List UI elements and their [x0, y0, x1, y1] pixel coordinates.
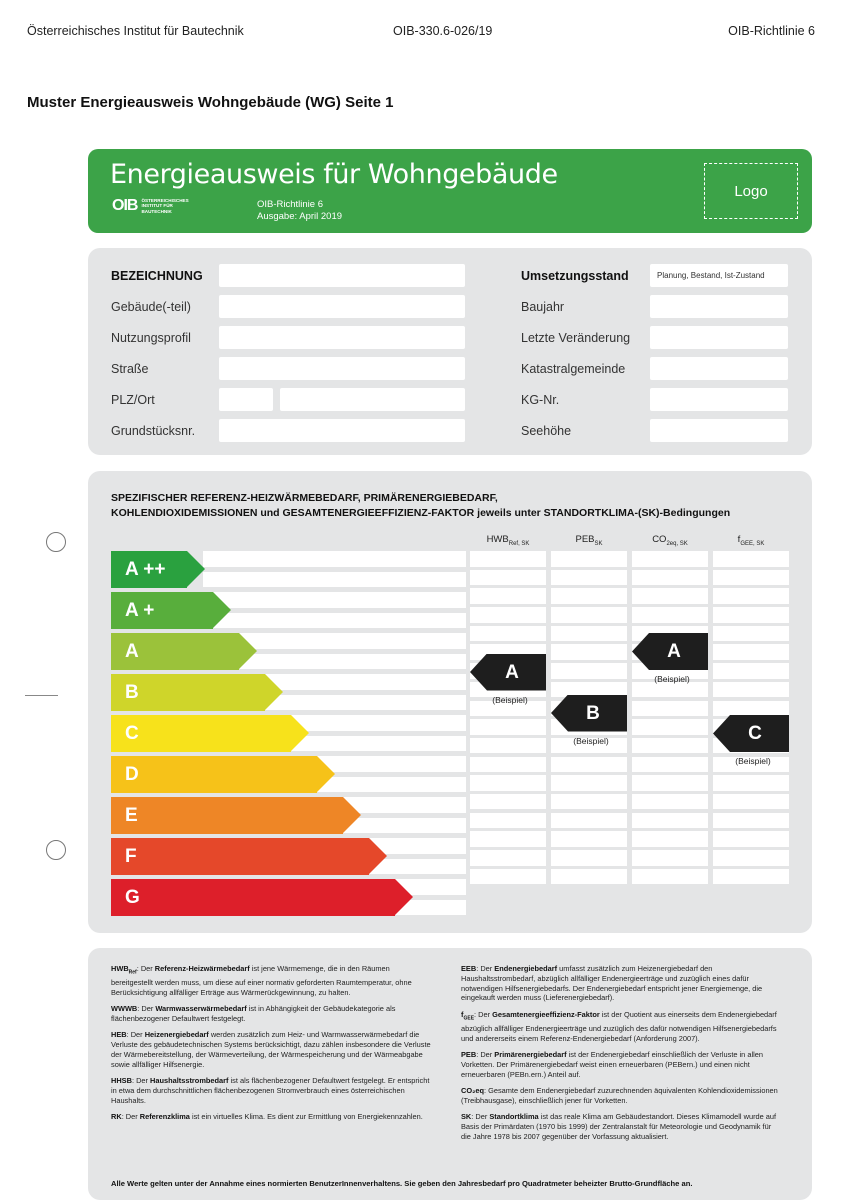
label-plz-ort: PLZ/Ort	[111, 393, 155, 407]
definition-prefix: Der	[141, 1004, 156, 1014]
value-cell	[470, 775, 546, 791]
value-cell	[713, 570, 789, 586]
value-cell	[713, 607, 789, 623]
definition-text: Gesamte dem Endenergiebedarf zuzurechnenden äquivalenten Kohlendioxidemissionen (Treibhausgase), einschließlich jener für Vorketten.	[461, 1085, 778, 1105]
example-letter: A	[505, 661, 519, 683]
label-seehoehe: Seehöhe	[521, 424, 572, 438]
value-cell	[470, 869, 546, 885]
nutzungsprofil-field[interactable]	[219, 326, 465, 349]
example-caption: (Beispiel)	[735, 756, 771, 766]
value-cell	[551, 869, 627, 885]
value-cell	[470, 719, 546, 735]
label-umsetzungsstand: Umsetzungsstand	[521, 269, 629, 283]
footer-note: Alle Werte gelten unter der Annahme eines normierten BenutzerInnenverhaltens. Sie geben den Jahresbedarf pro Quadratmeter beheizter Brutto-Grundfläche an.	[111, 1179, 693, 1188]
label-bezeichnung: BEZEICHNUNG	[111, 269, 203, 283]
strasse-field[interactable]	[219, 357, 465, 380]
building-data-panel	[88, 248, 812, 455]
header-doc-number: OIB-330.6-026/19	[393, 24, 493, 38]
definition-colon: :	[136, 964, 141, 973]
definition-abbr: PEB	[461, 1050, 477, 1060]
definition-abbr: f	[461, 1009, 464, 1019]
definition-left-0	[111, 964, 433, 998]
example-letter: C	[748, 723, 762, 744]
definition-abbr-sub: GEE	[463, 1015, 475, 1022]
value-cell	[551, 794, 627, 810]
example-letter: A	[667, 641, 681, 662]
value-cell	[632, 757, 708, 773]
value-cell	[470, 738, 546, 754]
definition-abbr: EEB	[461, 964, 477, 973]
value-cell	[632, 738, 708, 754]
scale-strip	[203, 592, 466, 608]
definition-text: ist jene Wärmemenge, die in den Räumen bereitgestellt werden muss, um diese auf einer normativ geforderten Raumtemperatur, ohne Berücksichtigung allfälliger Erträge aus Wärmerückgewinnung, zu halten.	[111, 964, 412, 998]
value-cell	[551, 813, 627, 829]
banner-title: Energieausweis für Wohngebäude	[110, 159, 558, 190]
definition-abbr: CO₂eq	[461, 1085, 484, 1095]
value-cell	[470, 813, 546, 829]
banner-guideline: OIB-Richtlinie 6	[257, 199, 323, 210]
class-arrow-0	[111, 551, 187, 588]
banner-edition: Ausgabe: April 2019	[257, 211, 343, 222]
definition-term: Referenzklima	[139, 1112, 190, 1122]
definition-text: werden zusätzlich zum Heiz- und Warmwasserwärmebedarf die Verluste des gebäudetechnischen Systems berücksichtigt, dazu zählen insbesondere die Verluste der Wärmebereitstellung, der Wärmeverteilung, der Wärmespeicherung und der Wärmeabgabe sowie allfälliger Hilfsenergie.	[111, 1030, 431, 1069]
fold-mark	[25, 695, 58, 696]
definition-right-3	[461, 1086, 783, 1106]
definition-prefix: Der	[130, 1030, 145, 1040]
logo-placeholder: Logo	[704, 163, 798, 219]
definition-right-2	[461, 1050, 783, 1079]
label-kg-nr: KG-Nr.	[521, 393, 560, 407]
value-cell	[470, 607, 546, 623]
value-cell	[713, 794, 789, 810]
definition-term: Gesamtenergieeffizienz-Faktor	[492, 1009, 600, 1019]
value-cell	[632, 607, 708, 623]
definition-term: Heizenergiebedarf	[144, 1030, 209, 1040]
value-cell	[470, 626, 546, 642]
value-cell	[470, 570, 546, 586]
value-cell	[551, 757, 627, 773]
value-cell	[551, 775, 627, 791]
definition-text: ist das reale Klima am Gebäudestandort. Dieses Klimamodell wurde auf Basis der Primärdaten (1970 bis 1999) der Zentralanstalt für Meteorologie und Geodynamik für die Jahre 1978 bis 2007 gegenüber der Vorfassung aktualisiert.	[461, 1112, 777, 1141]
definition-colon: :	[471, 1112, 476, 1122]
class-arrow-7	[111, 838, 369, 875]
definition-left-4	[111, 1112, 433, 1122]
value-cell	[632, 682, 708, 698]
value-cell	[632, 551, 708, 567]
scale-strip	[203, 613, 466, 629]
definition-prefix: Der	[136, 1076, 151, 1086]
label-letzte-veraenderung: Letzte Veränderung	[521, 331, 631, 345]
example-caption: (Beispiel)	[492, 694, 528, 705]
col-header-hwb: $HWB_{Ref, SK}$	[486, 534, 530, 547]
seehoehe-field[interactable]	[650, 419, 788, 442]
value-cell	[551, 588, 627, 604]
definition-colon: :	[126, 1030, 131, 1040]
value-cell	[470, 850, 546, 866]
class-arrow-6	[111, 797, 343, 834]
plz-field[interactable]	[219, 388, 273, 411]
class-label-0: A ++	[125, 558, 166, 580]
definition-term: Endenergiebedarf	[494, 964, 558, 973]
definition-abbr: RK	[111, 1112, 122, 1122]
col-header-peb: $PEB_{SK}$	[575, 534, 603, 547]
class-arrow-1	[111, 592, 213, 629]
value-cell	[551, 644, 627, 660]
efficiency-heading-line2: KOHLENDIOXIDEMISSIONEN und GESAMTENERGIEEFFIZIENZ-FAKTOR jeweils unter STANDORTKLIMA-(SK)-Bedingungen	[111, 507, 731, 519]
value-cell	[713, 701, 789, 717]
value-cell	[713, 626, 789, 642]
value-cell	[632, 850, 708, 866]
value-cell	[551, 570, 627, 586]
value-column-2	[632, 551, 708, 887]
definition-colon: :	[474, 1009, 479, 1019]
bezeichnung-field[interactable]	[219, 264, 465, 287]
class-label-1: A +	[125, 599, 155, 621]
definition-prefix: Der	[125, 1112, 140, 1122]
definition-left-2	[111, 1030, 433, 1069]
umsetzungsstand-field[interactable]: Planung, Bestand, Ist-Zustand	[650, 264, 788, 287]
katastralgemeinde-field[interactable]	[650, 357, 788, 380]
label-katastralgemeinde: Katastralgemeinde	[521, 362, 626, 376]
example-marker-0	[470, 654, 546, 705]
value-cell	[632, 831, 708, 847]
value-cell	[713, 551, 789, 567]
definition-abbr: HEB	[111, 1030, 127, 1040]
definition-text: ist ein virtuelles Klima. Es dient zur Ermittlung von Energiekennzahlen.	[189, 1112, 423, 1122]
oib-logo-name: ÖSTERREICHISCHES INSTITUT FÜR BAUTECHNIK	[141, 197, 189, 214]
definition-colon: :	[131, 1076, 137, 1086]
example-marker-3	[713, 715, 789, 766]
label-grundstuecksnr: Grundstücksnr.	[111, 424, 196, 438]
definition-prefix: Der	[478, 1009, 493, 1019]
value-cell	[713, 869, 789, 885]
value-cell	[713, 831, 789, 847]
definition-text: ist der Quotient aus einerseits dem Endenergiebedarf abzüglich allfälliger Endenergieerträge und zuzüglich des dafür notwendigen Hilfsenergiebedarfs und andererseits einem Referenz-Endenergiebedarf (Anforderung 2007).	[461, 1009, 777, 1043]
class-arrow-4	[111, 715, 291, 752]
definition-left-3	[111, 1076, 433, 1105]
definition-colon: :	[121, 1112, 126, 1122]
definition-abbr: HHSB	[111, 1076, 132, 1086]
value-cell	[632, 869, 708, 885]
class-label-3: B	[125, 681, 139, 703]
definition-prefix: Der	[140, 964, 155, 973]
value-cell	[632, 794, 708, 810]
definition-colon: :	[476, 1050, 481, 1060]
definition-text: ist in Abhängigkeit der Gebäudekategorie als flächenbezogener Defaultwert festgelegt.	[111, 1004, 396, 1024]
title-banner	[88, 149, 812, 233]
value-cell	[470, 831, 546, 847]
definition-text: ist der Endenergiebedarf einschließlich der Verluste in allen Vorketten. Der Primärenergiebedarf weist einen erneuerbaren (PEBern.) und einen nicht erneuerbaren (PEBn.ern.) Anteil auf.	[461, 1050, 763, 1079]
letzte-veraenderung-field[interactable]	[650, 326, 788, 349]
value-cell	[713, 775, 789, 791]
class-label-6: E	[125, 804, 138, 826]
label-baujahr: Baujahr	[521, 300, 565, 314]
definition-right-1	[461, 1010, 783, 1044]
definition-term: Referenz-Heizwärmebedarf	[154, 964, 250, 973]
definition-colon: :	[137, 1004, 142, 1014]
class-arrow-5	[111, 756, 317, 793]
value-cell	[632, 588, 708, 604]
class-label-5: D	[125, 763, 139, 785]
definition-colon: :	[484, 1085, 489, 1095]
class-label-4: C	[125, 722, 139, 744]
baujahr-field[interactable]	[650, 295, 788, 318]
value-cell	[551, 850, 627, 866]
gebaeude-field[interactable]	[219, 295, 465, 318]
value-cell	[551, 626, 627, 642]
value-cell	[713, 850, 789, 866]
value-cell	[551, 607, 627, 623]
example-caption: (Beispiel)	[654, 674, 690, 684]
efficiency-heading-line1: SPEZIFISCHER REFERENZ-HEIZWÄRMEBEDARF, PRIMÄRENERGIEBEDARF,	[111, 492, 498, 504]
kg-nr-field[interactable]	[650, 388, 788, 411]
col-header-fgee: $f_{GEE, SK}$	[737, 534, 765, 547]
value-cell	[632, 719, 708, 735]
document-title: Muster Energieausweis Wohngebäude (WG) Seite 1	[27, 94, 394, 111]
definition-abbr: SK	[461, 1112, 472, 1122]
definitions-left	[111, 964, 433, 1128]
value-cell	[470, 551, 546, 567]
punch-hole-top	[46, 532, 66, 552]
scale-strip	[203, 572, 466, 588]
punch-hole-bottom	[46, 840, 66, 860]
value-cell	[551, 663, 627, 679]
value-cell	[713, 682, 789, 698]
value-cell	[632, 570, 708, 586]
value-cell	[470, 794, 546, 810]
example-marker-2	[632, 633, 708, 684]
header-institute: Österreichisches Institut für Bautechnik	[27, 24, 244, 38]
oib-logo	[112, 197, 201, 215]
value-cell	[713, 588, 789, 604]
value-cell	[713, 644, 789, 660]
header-guideline: OIB-Richtlinie 6	[728, 24, 815, 38]
value-cell	[551, 551, 627, 567]
value-cell	[713, 813, 789, 829]
value-cell	[713, 663, 789, 679]
definition-prefix: Der	[475, 1112, 490, 1122]
definition-colon: :	[476, 964, 481, 973]
example-caption: (Beispiel)	[573, 735, 609, 746]
definition-term: Primärenergiebedarf	[494, 1050, 567, 1060]
label-nutzungsprofil: Nutzungsprofil	[111, 331, 191, 345]
value-cell	[632, 701, 708, 717]
efficiency-panel	[88, 471, 812, 933]
label-strasse: Straße	[111, 362, 149, 376]
grundstuecksnr-field[interactable]	[219, 419, 465, 442]
definition-right-4	[461, 1112, 783, 1141]
definitions-panel	[88, 948, 812, 1200]
definition-term: Haushaltsstrombedarf	[150, 1076, 229, 1086]
scale-strip	[203, 551, 466, 567]
value-column-0	[470, 551, 546, 887]
definition-abbr: WWWB	[111, 1004, 138, 1014]
class-arrow-8	[111, 879, 395, 916]
class-label-2: A	[125, 640, 139, 662]
value-cell	[470, 757, 546, 773]
value-cell	[632, 775, 708, 791]
oib-logo-mark: OIB	[112, 197, 138, 214]
example-letter: B	[586, 702, 600, 724]
class-arrow-3	[111, 674, 265, 711]
value-cell	[470, 588, 546, 604]
definition-prefix: Der	[480, 964, 495, 973]
col-header-co2: $CO_{2eq, SK}$	[652, 534, 688, 547]
definition-abbr: HWB	[111, 964, 129, 973]
definition-abbr-sub: Ref	[128, 969, 137, 976]
example-marker-1	[551, 695, 627, 746]
ort-field[interactable]	[280, 388, 465, 411]
definition-text: ist als flächenbezogener Defaultwert festgelegt. Er entspricht in etwa dem durchschnittlichen flächenbezogenen Stromverbrauch eines österreichischen Haushalts.	[111, 1076, 430, 1105]
value-cell	[632, 813, 708, 829]
class-arrow-2	[111, 633, 239, 670]
definition-right-0	[461, 964, 783, 1003]
definition-term: Warmwasserwärmebedarf	[155, 1004, 247, 1014]
efficiency-heading	[111, 491, 730, 521]
class-label-8: G	[125, 886, 140, 908]
definition-term: Standortklima	[489, 1112, 539, 1122]
definition-prefix: Der	[480, 1050, 495, 1060]
value-cell	[551, 831, 627, 847]
class-label-7: F	[125, 845, 137, 867]
label-gebaeude: Gebäude(-teil)	[111, 300, 191, 314]
definition-text: umfasst zusätzlich zum Heizenergiebedarf den Haushaltsstrombedarf, abzüglich allfälliger Endenergieerträge und zuzüglich eines dafür notwendigen Hilfsenergiebedarfs. Der Endenergiebedarf entspricht jener Energiemenge, die eingekauft werden muss (Lieferenergiebedarf).	[461, 964, 763, 1003]
banner-info	[257, 199, 342, 223]
definitions-right	[461, 964, 783, 1148]
definition-left-1	[111, 1004, 433, 1024]
